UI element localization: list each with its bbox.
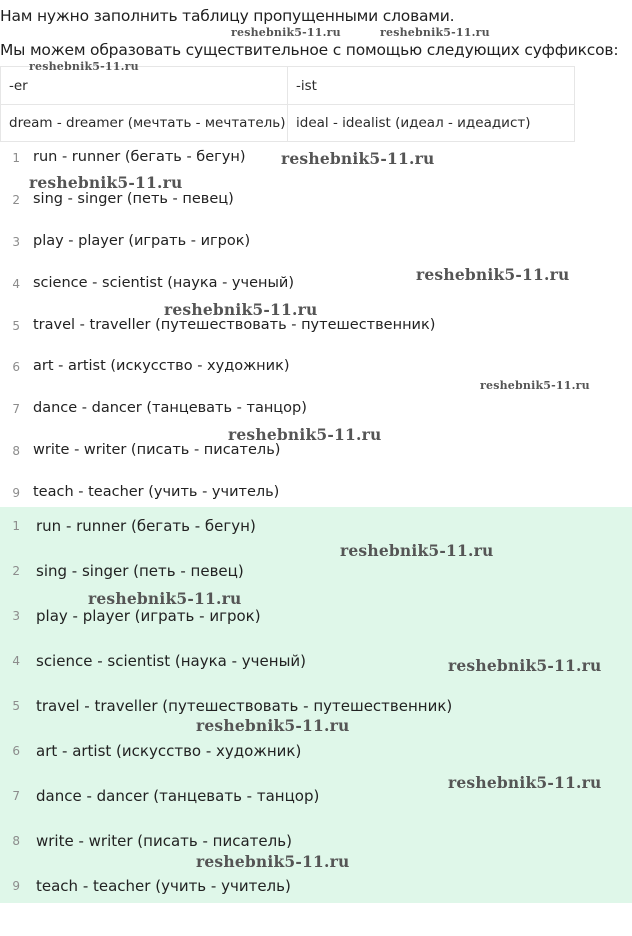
item-text: play - player (играть - игрок): [36, 607, 261, 625]
item-number: 7: [12, 789, 20, 803]
item-number: 4: [12, 654, 20, 668]
item-text: teach - teacher (учить - учитель): [33, 484, 280, 500]
watermark: reshebnik5-11.ru: [448, 773, 602, 792]
item-text: science - scientist (наука - ученый): [33, 275, 295, 291]
intro-line-1: Нам нужно заполнить таблицу пропущенными словами.: [0, 7, 455, 25]
item-text: play - player (играть - игрок): [33, 233, 251, 249]
item-text: art - artist (искусство - художник): [36, 742, 302, 760]
item-text: run - runner (бегать - бегун): [36, 517, 256, 535]
item-text: teach - teacher (учить - учитель): [36, 877, 291, 895]
item-text: travel - traveller (путешествовать - путешественник): [33, 317, 436, 333]
suffix-ist-example: ideal - idealist (идеал - идеадист): [288, 105, 575, 142]
watermark: reshebnik5-11.ru: [416, 265, 570, 284]
item-text: science - scientist (наука - ученый): [36, 652, 307, 670]
watermark: reshebnik5-11.ru: [380, 26, 490, 39]
item-number: 3: [12, 235, 20, 249]
item-number: 7: [12, 402, 20, 416]
watermark: reshebnik5-11.ru: [228, 425, 382, 444]
answer-box: [0, 507, 632, 903]
watermark: reshebnik5-11.ru: [281, 149, 435, 168]
item-text: sing - singer (петь - певец): [33, 191, 234, 207]
watermark: reshebnik5-11.ru: [29, 60, 139, 73]
watermark: reshebnik5-11.ru: [340, 541, 494, 560]
watermark: reshebnik5-11.ru: [231, 26, 341, 39]
item-text: art - artist (искусство - художник): [33, 358, 290, 374]
item-number: 9: [12, 486, 20, 500]
item-number: 5: [12, 699, 20, 713]
item-number: 6: [12, 744, 20, 758]
watermark: reshebnik5-11.ru: [29, 173, 183, 192]
watermark: reshebnik5-11.ru: [480, 379, 590, 392]
item-number: 1: [12, 151, 20, 165]
watermark: reshebnik5-11.ru: [196, 716, 350, 735]
item-text: write - writer (писать - писатель): [36, 832, 292, 850]
suffix-er-example: dream - dreamer (мечтать - мечтатель): [1, 105, 288, 142]
watermark: reshebnik5-11.ru: [88, 589, 242, 608]
item-text: run - runner (бегать - бегун): [33, 149, 246, 165]
watermark: reshebnik5-11.ru: [164, 300, 318, 319]
suffix-ist-header: -ist: [288, 67, 575, 105]
item-number: 4: [12, 277, 20, 291]
item-text: dance - dancer (танцевать - танцор): [36, 787, 320, 805]
item-number: 6: [12, 360, 20, 374]
item-text: travel - traveller (путешествовать - путешественник): [36, 697, 453, 715]
suffix-er-header: -er: [1, 67, 288, 105]
watermark: reshebnik5-11.ru: [448, 656, 602, 675]
item-number: 2: [12, 193, 20, 207]
intro-line-2: Мы можем образовать существительное с помощью следующих суффиксов:: [0, 41, 619, 59]
item-number: 3: [12, 609, 20, 623]
item-text: dance - dancer (танцевать - танцор): [33, 400, 307, 416]
answer-list: [0, 507, 632, 903]
item-number: 2: [12, 564, 20, 578]
item-text: sing - singer (петь - певец): [36, 562, 244, 580]
item-number: 8: [12, 834, 20, 848]
item-text: write - writer (писать - писатель): [33, 442, 281, 458]
watermark: reshebnik5-11.ru: [196, 852, 350, 871]
item-number: 5: [12, 319, 20, 333]
item-number: 9: [12, 879, 20, 893]
item-number: 1: [12, 519, 20, 533]
item-number: 8: [12, 444, 20, 458]
